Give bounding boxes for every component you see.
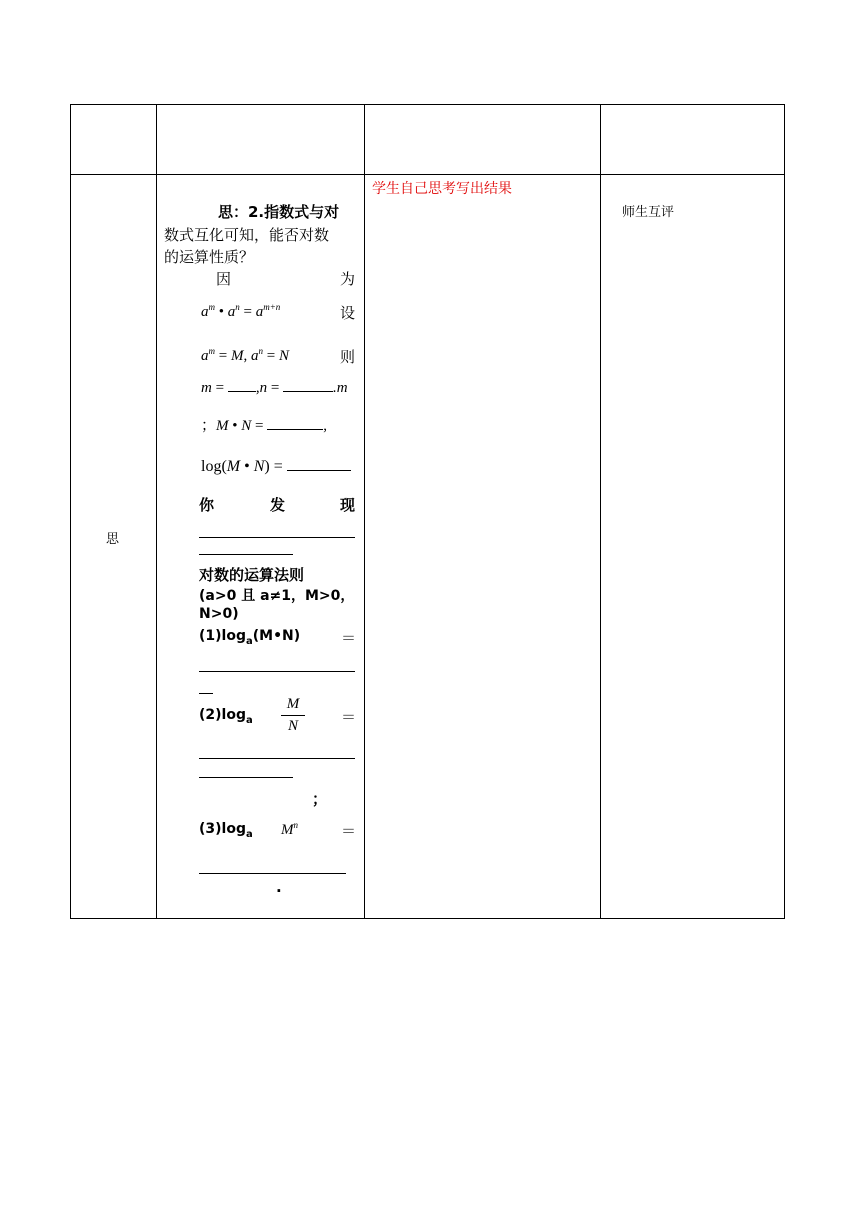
rule-3-power: $M^n$ [281, 820, 298, 838]
rule-2-equals: ＝ [341, 708, 357, 726]
formula-exponent-product: $a^m$ • $a^n = a^{m+n}$ [201, 302, 281, 320]
rule-1-equals: ＝ [341, 629, 357, 647]
rule-1-blank-2 [199, 693, 213, 694]
formula-let: $a^m = M$, $a^n = N$ [201, 346, 289, 364]
rule-2-blank-1 [199, 758, 355, 759]
table-col-divider-2 [364, 104, 365, 919]
word-then: 则 [340, 348, 356, 366]
row-label: 思 [106, 532, 120, 547]
because-right: 为 [340, 270, 356, 288]
question-line-1: 思：2.指数式与对 [218, 203, 340, 221]
table-row-divider [70, 174, 785, 175]
blank-line-1 [199, 537, 355, 538]
rule-3: $(3)\log_a$ [199, 821, 253, 840]
table-col-divider-3 [600, 104, 601, 919]
formula-M-times-N: ；M • N = , [201, 418, 328, 434]
rule-1-blank-1 [199, 671, 355, 672]
formula-log: log(M • N) = [201, 458, 351, 476]
table-col-divider-1 [156, 104, 157, 919]
rule-1: $(1)\log_a(M•N)$ [199, 628, 301, 647]
rules-condition-2: N>0) [199, 606, 239, 622]
rule-2: $(2)\log_a$ [199, 707, 253, 726]
rules-condition-1: (a>0 且 a≠1，M>0， [199, 588, 355, 604]
student-note: 学生自己思考写出结果 [372, 181, 512, 197]
table-top-border [70, 104, 785, 105]
rule-2-semicolon: ； [312, 790, 328, 808]
rules-title: 对数的运算法则 [199, 566, 305, 584]
discover-word-3: 现 [340, 496, 356, 514]
table-bottom-border [70, 918, 785, 919]
because-left: 因 [216, 270, 232, 288]
rule-2-blank-2 [199, 777, 293, 778]
table-left-border [70, 104, 71, 919]
rule-3-blank [199, 873, 346, 874]
rule-3-equals: ＝ [341, 822, 357, 840]
discover-word-1: 你 [199, 496, 215, 514]
formula-m-n: m = ,n = .m [201, 380, 348, 396]
question-line-2: 数式互化可知，能否对数 [164, 226, 330, 244]
rule-2-fraction: M N [281, 696, 305, 735]
word-set: 设 [340, 304, 356, 322]
discover-word-2: 发 [270, 496, 286, 514]
teacher-note: 师生互评 [622, 205, 675, 220]
blank-line-2 [199, 554, 293, 555]
question-line-3: 的运算性质？ [164, 248, 255, 266]
rule-3-period: . [276, 878, 282, 896]
table-right-border [784, 104, 785, 919]
